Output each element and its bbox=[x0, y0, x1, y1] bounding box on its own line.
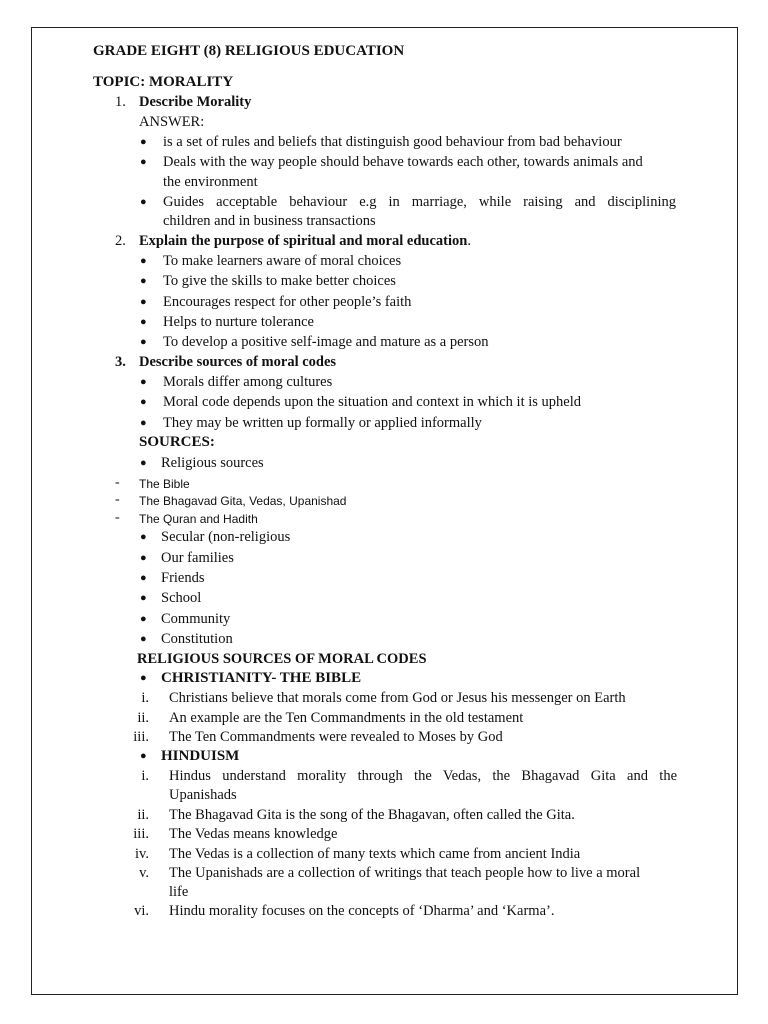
bullet-icon: ● bbox=[140, 376, 147, 388]
bullet-icon: ● bbox=[140, 396, 147, 408]
q2-number: 2. bbox=[115, 233, 126, 249]
sources-label: SOURCES: bbox=[139, 434, 215, 450]
document-title: GRADE EIGHT (8) RELIGIOUS EDUCATION bbox=[93, 43, 405, 59]
roman-numeral: i. bbox=[141, 768, 149, 784]
q3-bullet-3: They may be written up formally or applied informally bbox=[163, 415, 482, 431]
hinduism-item-2: The Bhagavad Gita is the song of the Bhagavan, often called the Gita. bbox=[169, 807, 575, 823]
roman-numeral: ii. bbox=[137, 807, 149, 823]
q2-heading-period: . bbox=[467, 233, 471, 249]
q2-bullet-4: Helps to nurture tolerance bbox=[163, 314, 314, 330]
secular-item-2: Our families bbox=[161, 550, 234, 566]
bullet-icon: ● bbox=[140, 672, 147, 684]
secular-item-3: Friends bbox=[161, 570, 205, 586]
q1-bullet-3: Guides acceptable behaviour e.g in marriage, while raising and disciplining bbox=[163, 194, 676, 210]
q3-number: 3. bbox=[115, 354, 126, 370]
answer-label: ANSWER: bbox=[139, 114, 205, 130]
bullet-icon: ● bbox=[140, 275, 147, 287]
roman-numeral: iii. bbox=[133, 826, 149, 842]
q2-bullet-5: To develop a positive self-image and mature as a person bbox=[163, 334, 489, 350]
q1-bullet-1: is a set of rules and beliefs that distinguish good behaviour from bad behaviour bbox=[163, 134, 622, 150]
bullet-icon: ● bbox=[140, 196, 147, 208]
bullet-icon: ● bbox=[140, 136, 147, 148]
bullet-icon: ● bbox=[140, 572, 147, 584]
q2-heading-line bbox=[139, 232, 471, 250]
hinduism-item-4: The Vedas is a collection of many texts which came from ancient India bbox=[169, 846, 581, 862]
secular-item-5: Community bbox=[161, 611, 231, 627]
q2-heading: Explain the purpose of spiritual and moral education bbox=[139, 233, 468, 249]
secular-item-1: Secular (non-religious bbox=[161, 529, 291, 545]
roman-numeral: ii. bbox=[137, 710, 149, 726]
christianity-heading: CHRISTIANITY- THE BIBLE bbox=[161, 670, 362, 686]
hinduism-heading: HINDUISM bbox=[161, 748, 240, 764]
q2-bullet-3: Encourages respect for other people’s faith bbox=[163, 294, 412, 310]
bullet-icon: ● bbox=[140, 296, 147, 308]
religious-sources-label: Religious sources bbox=[161, 455, 264, 471]
q1-bullet-2-cont: the environment bbox=[163, 174, 258, 190]
bullet-icon: ● bbox=[140, 592, 147, 604]
roman-numeral: v. bbox=[139, 865, 149, 881]
religious-item-1: The Bible bbox=[139, 477, 190, 491]
roman-numeral: i. bbox=[141, 690, 149, 706]
roman-numeral: iv. bbox=[135, 846, 149, 862]
q1-number: 1. bbox=[115, 94, 126, 110]
hinduism-item-3: The Vedas means knowledge bbox=[169, 826, 338, 842]
dash-marker: - bbox=[115, 492, 120, 507]
q3-bullet-2: Moral code depends upon the situation and context in which it is upheld bbox=[163, 394, 582, 410]
bullet-icon: ● bbox=[140, 633, 147, 645]
q3-heading: Describe sources of moral codes bbox=[139, 354, 337, 370]
q1-bullet-3-cont: children and in business transactions bbox=[163, 213, 376, 229]
religious-item-3: The Quran and Hadith bbox=[139, 512, 258, 526]
hinduism-item-6: Hindu morality focuses on the concepts of ‘Dharma’ and ‘Karma’. bbox=[169, 903, 555, 919]
bullet-icon: ● bbox=[140, 316, 147, 328]
q1-heading: Describe Morality bbox=[139, 94, 252, 110]
bullet-icon: ● bbox=[140, 417, 147, 429]
bullet-icon: ● bbox=[140, 750, 147, 762]
secular-item-4: School bbox=[161, 590, 202, 606]
q1-bullet-2: Deals with the way people should behave towards each other, towards animals and bbox=[163, 154, 643, 170]
religious-item-2: The Bhagavad Gita, Vedas, Upanishad bbox=[139, 494, 347, 508]
dash-marker: - bbox=[115, 475, 120, 490]
q3-bullet-1: Morals differ among cultures bbox=[163, 374, 333, 390]
roman-numeral: vi. bbox=[134, 903, 149, 919]
bullet-icon: ● bbox=[140, 531, 147, 543]
hinduism-item-1-cont: Upanishads bbox=[169, 787, 237, 803]
hinduism-item-1: Hindus understand morality through the Vedas, the Bhagavad Gita and the bbox=[169, 768, 677, 784]
bullet-icon: ● bbox=[140, 552, 147, 564]
hinduism-item-5-cont: life bbox=[169, 884, 189, 900]
christianity-item-1: Christians believe that morals come from God or Jesus his messenger on Earth bbox=[169, 690, 626, 706]
christianity-item-3: The Ten Commandments were revealed to Moses by God bbox=[169, 729, 503, 745]
bullet-icon: ● bbox=[140, 613, 147, 625]
bullet-icon: ● bbox=[140, 336, 147, 348]
bullet-icon: ● bbox=[140, 457, 147, 469]
secular-item-6: Constitution bbox=[161, 631, 233, 647]
topic-heading: TOPIC: MORALITY bbox=[93, 74, 234, 90]
roman-numeral: iii. bbox=[133, 729, 149, 745]
hinduism-item-5: The Upanishads are a collection of writings that teach people how to live a moral bbox=[169, 865, 641, 881]
dash-marker: - bbox=[115, 510, 120, 525]
bullet-icon: ● bbox=[140, 156, 147, 168]
religious-sources-heading: RELIGIOUS SOURCES OF MORAL CODES bbox=[137, 651, 427, 667]
christianity-item-2: An example are the Ten Commandments in the old testament bbox=[169, 710, 524, 726]
q2-bullet-2: To give the skills to make better choices bbox=[163, 273, 396, 289]
q2-bullet-1: To make learners aware of moral choices bbox=[163, 253, 402, 269]
bullet-icon: ● bbox=[140, 255, 147, 267]
